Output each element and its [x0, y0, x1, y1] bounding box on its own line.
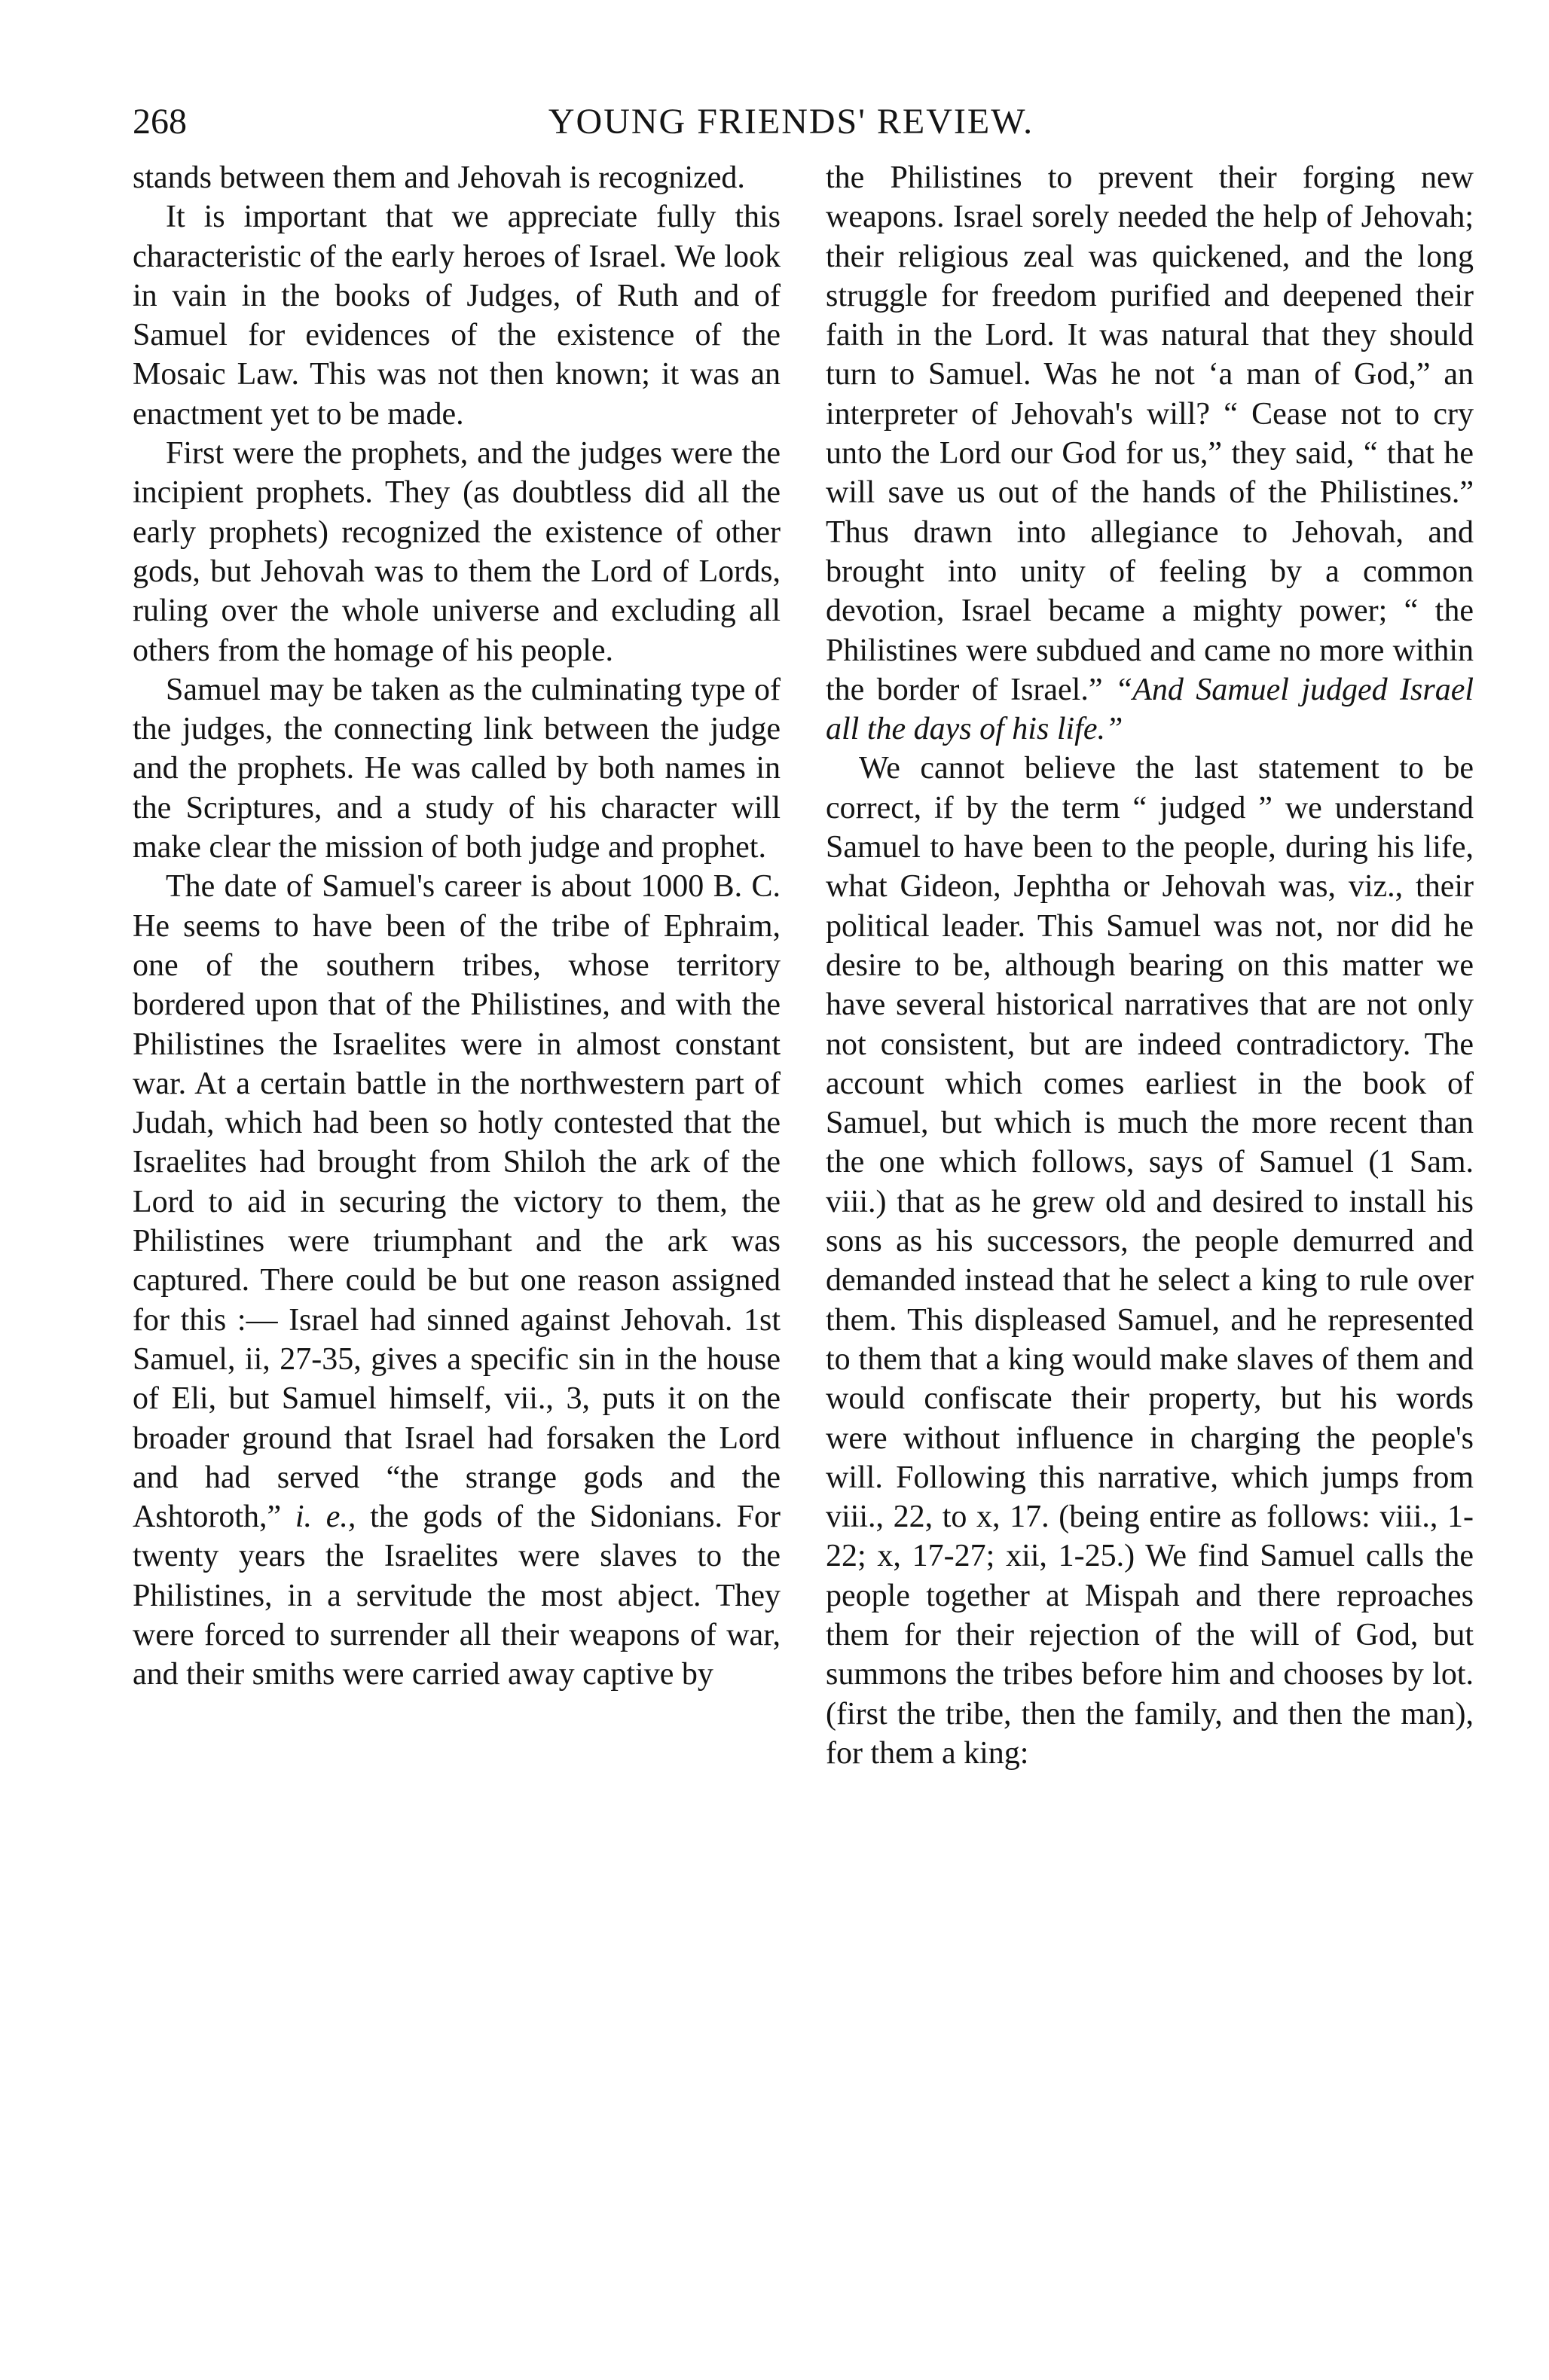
- paragraph-text: the gods of the Sidonians. For twenty years the Israelites were slaves to the Philistines, in a servitude the most abject. They were forced to surrender all their weapons of war, and their smiths were carried away captive by: [133, 1500, 781, 1692]
- italic-quote: “And Samuel judged Israel all the days of his life.”: [826, 672, 1474, 747]
- paragraph-text: the Philistines to prevent their forging new weapons. Israel sorely needed the help of Jehovah; their religious zeal was quickened, and the long struggle for freedom purified and deepened their faith in the Lord. It was natural that they should turn to Samuel. Was he not ‘a man of God,” an interpreter of Jehovah's will? “ Cease not to cry unto the Lord our God for us,” they said, “ that he will save us out of the hands of the Philistines.” Thus drawn into allegiance to Jehovah, and brought into unity of feeling by a common devotion, Israel became a mighty power; “ the Philistines were subdued and came no more within the border of Israel.”: [826, 160, 1474, 707]
- right-column: [826, 158, 1474, 1773]
- running-title: YOUNG FRIENDS' REVIEW.: [548, 102, 1034, 142]
- paragraph: It is important that we appreciate fully this characteristic of the early heroes of Israel. We look in vain in the books of Judges, of Ruth and of Samuel for evidences of the existence of the Mosaic Law. This was not then known; it was an enactment yet to be made.: [133, 200, 781, 432]
- italic-abbreviation: i. e.,: [295, 1500, 356, 1535]
- paragraph-text: The date of Samuel's career is about 1000 B. C. He seems to have been of the tribe of Ephraim, one of the southern tribes, whose territory bordered upon that of the Philistines, and with the Philistines the Israelites were in almost constant war. At a certain battle in the northwestern part of Judah, which had been so hotly contested that the Israelites had brought from Shiloh the ark of the Lord to aid in securing the victory to them, the Philistines were triumphant and the ark was captured. There could be but one reason assigned for this :— Israel had sinned against Jehovah. 1st Samuel, ii, 27-35, gives a specific sin in the house of Eli, but Samuel himself, vii., 3, puts it on the broader ground that Israel had forsaken the Lord and had served “the strange gods and the Ashtoroth,”: [133, 869, 781, 1535]
- page-header: [133, 92, 1450, 152]
- paragraph: [133, 867, 781, 1694]
- paragraph: [826, 158, 1474, 749]
- paragraph: Samuel may be taken as the culminating type of the judges, the connecting link between the judge and the prophets. He was called by both names in the Scriptures, and a study of his character will make clear the mission of both judge and prophet.: [133, 672, 781, 865]
- paragraph: stands between them and Jehovah is recognized.: [133, 160, 745, 195]
- page-number: 268: [133, 102, 187, 142]
- paragraph: First were the prophets, and the judges were the incipient prophets. They (as doubtless did all the early prophets) recognized the existence of other gods, but Jehovah was to them the Lord of Lords, ruling over the whole universe and excluding all others from the homage of his people.: [133, 436, 781, 668]
- paragraph: We cannot believe the last statement to be correct, if by the term “ judged ” we understand Samuel to have been to the people, during his life, what Gideon, Jephtha or Jehovah was, viz., their political leader. This Samuel was not, nor did he desire to be, although bearing on this matter we have several historical narratives that are not only not consistent, but are indeed contradictory. The account which comes earliest in the book of Samuel, but which is much the more recent than the one which follows, says of Samuel (1 Sam. viii.) that as he grew old and desired to install his sons as his successors, the people demurred and demanded instead that he select a king to rule over them. This displeased Samuel, and he represented to them that a king would make slaves of them and would confiscate their property, but his words were without influence in charging the people's will. Following this narrative, which jumps from viii., 22, to x, 17. (being entire as follows: viii., 1-22; x, 17-27; xii, 1-25.) We find Samuel calls the people together at Mispah and there reproaches them for their rejection of the will of God, but summons the tribes before him and chooses by lot. (first the tribe, then the family, and then the man), for them a king:: [826, 751, 1474, 1771]
- left-column: [133, 158, 781, 1695]
